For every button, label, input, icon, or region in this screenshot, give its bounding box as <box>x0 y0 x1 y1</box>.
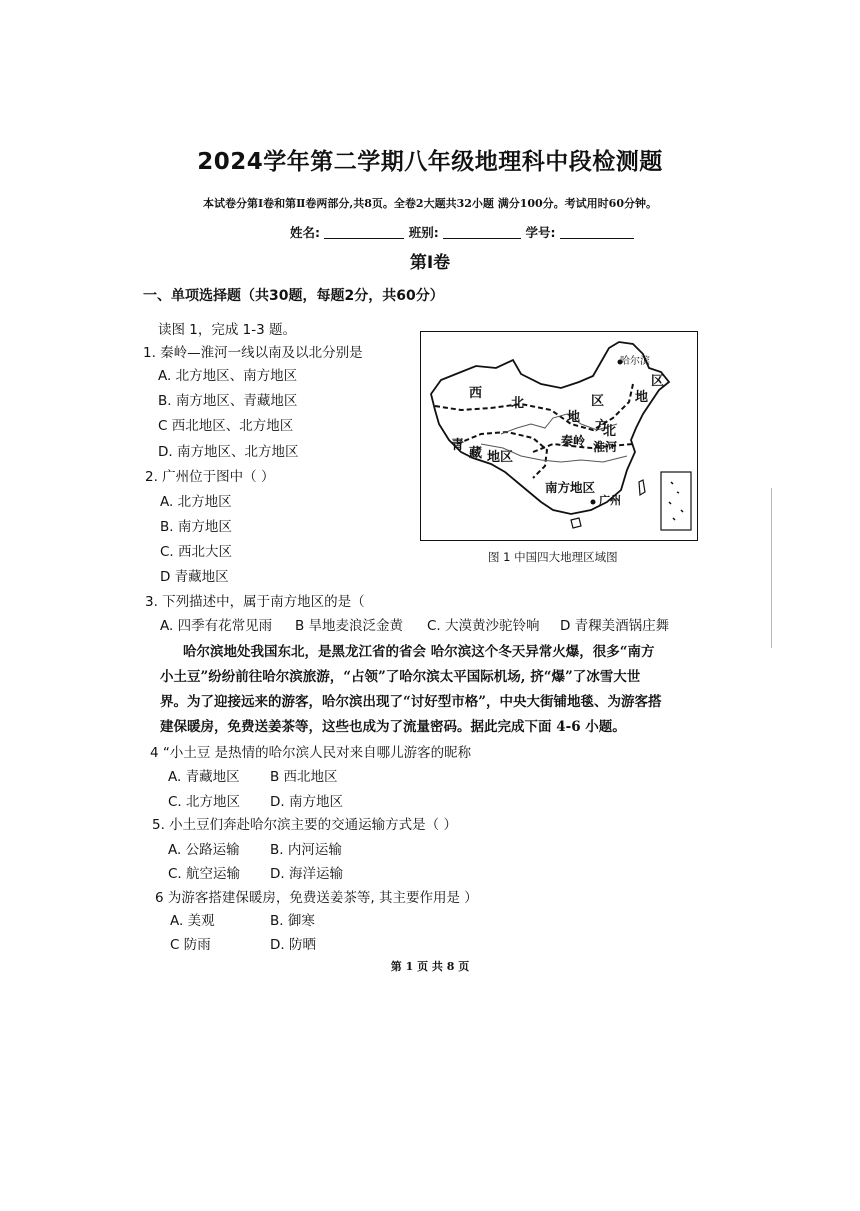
label-fang: 方 <box>595 419 609 434</box>
passage-line-4: 建保暖房，免费送姜茶等，这些也成为了流量密码。据此完成下面 4-6 小题。 <box>160 719 626 735</box>
guangzhou-marker <box>591 500 596 505</box>
passage-line-3: 界。为了迎接远来的游客，哈尔滨出现了“讨好型市格”，中央大街铺地毯、为游客搭 <box>160 694 662 710</box>
passage-line-1: 哈尔滨地处我国东北，是黑龙江省的省会 哈尔滨这个冬天异常火爆，很多“南方 <box>183 644 655 660</box>
question-1-option-a: A. 北方地区、南方地区 <box>158 368 298 384</box>
question-2-option-d: D 青藏地区 <box>160 569 229 585</box>
exam-title: 2024学年第二学期八年级地理科中段检测题 <box>197 149 663 175</box>
number-label: 学号: <box>525 225 556 240</box>
question-4: 4 “小土豆 是热情的哈尔滨人民对来自哪儿游客的昵称 <box>150 745 472 761</box>
question-5-option-b: B. 内河运输 <box>270 842 342 858</box>
label-huaihe: 淮河 <box>593 440 618 454</box>
label-qing: 青 <box>451 438 465 453</box>
name-blank <box>324 226 404 239</box>
label-di-north: 地 <box>635 390 649 405</box>
instruction-text: 读图 1，完成 1-3 题。 <box>158 322 297 338</box>
question-2-option-c: C. 西北大区 <box>160 544 233 560</box>
label-south-region: 南方地区 <box>545 480 596 495</box>
question-1-option-c: C 西北地区、北方地区 <box>158 418 294 434</box>
question-3-option-b: B 旱地麦浪泛金黄 <box>295 618 404 634</box>
question-4-option-c: C. 北方地区 <box>168 794 241 810</box>
scan-edge-line <box>771 488 772 648</box>
passage-line-2: 小土豆”纷纷前往哈尔滨旅游，“占领”了哈尔滨太平国际机场, 挤“爆”了冰雪大世 <box>160 669 641 685</box>
label-bei: 北 <box>511 396 525 411</box>
map-caption: 图 1 中国四大地理区域图 <box>488 550 618 564</box>
label-diqu: 地区 <box>487 450 514 465</box>
label-qinling: 秦岭 <box>561 434 586 448</box>
label-zang: 藏 <box>469 446 483 461</box>
question-1-option-b: B. 南方地区、青藏地区 <box>158 393 298 409</box>
question-4-option-a: A. 青藏地区 <box>168 769 240 785</box>
question-2: 2. 广州位于图中（ ） <box>145 469 275 485</box>
hainan-island <box>571 518 581 528</box>
label-bei-north: 北 <box>603 424 617 439</box>
label-harbin: 哈尔滨 <box>620 356 650 367</box>
class-blank <box>443 226 521 239</box>
label-xi: 西 <box>469 386 483 401</box>
south-china-sea-inset <box>661 472 691 530</box>
question-6-option-c: C 防雨 <box>170 937 211 953</box>
question-6: 6 为游客搭建保暖房，免费送姜茶等, 其主要作用是 ） <box>155 890 478 906</box>
number-blank <box>560 226 634 239</box>
question-4-option-d: D. 南方地区 <box>270 794 343 810</box>
question-5: 5. 小土豆们奔赴哈尔滨主要的交通运输方式是（ ） <box>152 817 457 833</box>
question-2-option-a: A. 北方地区 <box>160 494 232 510</box>
question-1-option-d: D. 南方地区、北方地区 <box>158 444 299 460</box>
question-5-option-c: C. 航空运输 <box>168 866 241 882</box>
question-3: 3. 下列描述中，属于南方地区的是（ <box>145 594 365 610</box>
student-info-row <box>290 223 634 241</box>
question-1: 1. 秦岭—淮河一线以南及以北分别是 <box>143 345 363 361</box>
label-di-nw: 地 <box>567 410 581 425</box>
question-2-option-b: B. 南方地区 <box>160 519 232 535</box>
label-ne-qu: 区 <box>651 374 665 389</box>
question-4-option-b: B 西北地区 <box>270 769 338 785</box>
page-footer: 第 1 页 共 8 页 <box>390 960 470 973</box>
question-6-option-b: B. 御寒 <box>270 913 315 929</box>
question-3-option-c: C. 大漠黄沙驼铃响 <box>427 618 540 634</box>
question-3-option-d: D 青稞美酒锅庄舞 <box>560 618 670 634</box>
exam-intro: 本试卷分第Ⅰ卷和第Ⅱ卷两部分,共8页。全卷2大题共32小题 满分100分。考试用时60分钟。 <box>203 197 657 210</box>
label-qu-nw: 区 <box>591 394 605 409</box>
name-label: 姓名: <box>290 225 320 240</box>
question-5-option-d: D. 海洋运输 <box>270 866 343 882</box>
label-guangzhou: 广州 <box>599 494 621 507</box>
volume-title: 第Ⅰ卷 <box>409 253 451 273</box>
question-3-option-a: A. 四季有花常见雨 <box>160 618 273 634</box>
china-regions-map <box>420 331 698 541</box>
question-6-option-a: A. 美观 <box>170 913 215 929</box>
class-label: 班别: <box>408 225 439 240</box>
question-6-option-d: D. 防晒 <box>270 937 316 953</box>
section-title: 一、单项选择题（共30题，每题2分，共60分） <box>143 288 444 304</box>
question-5-option-a: A. 公路运输 <box>168 842 240 858</box>
inset-islands <box>669 482 683 520</box>
taiwan-island <box>639 480 645 495</box>
